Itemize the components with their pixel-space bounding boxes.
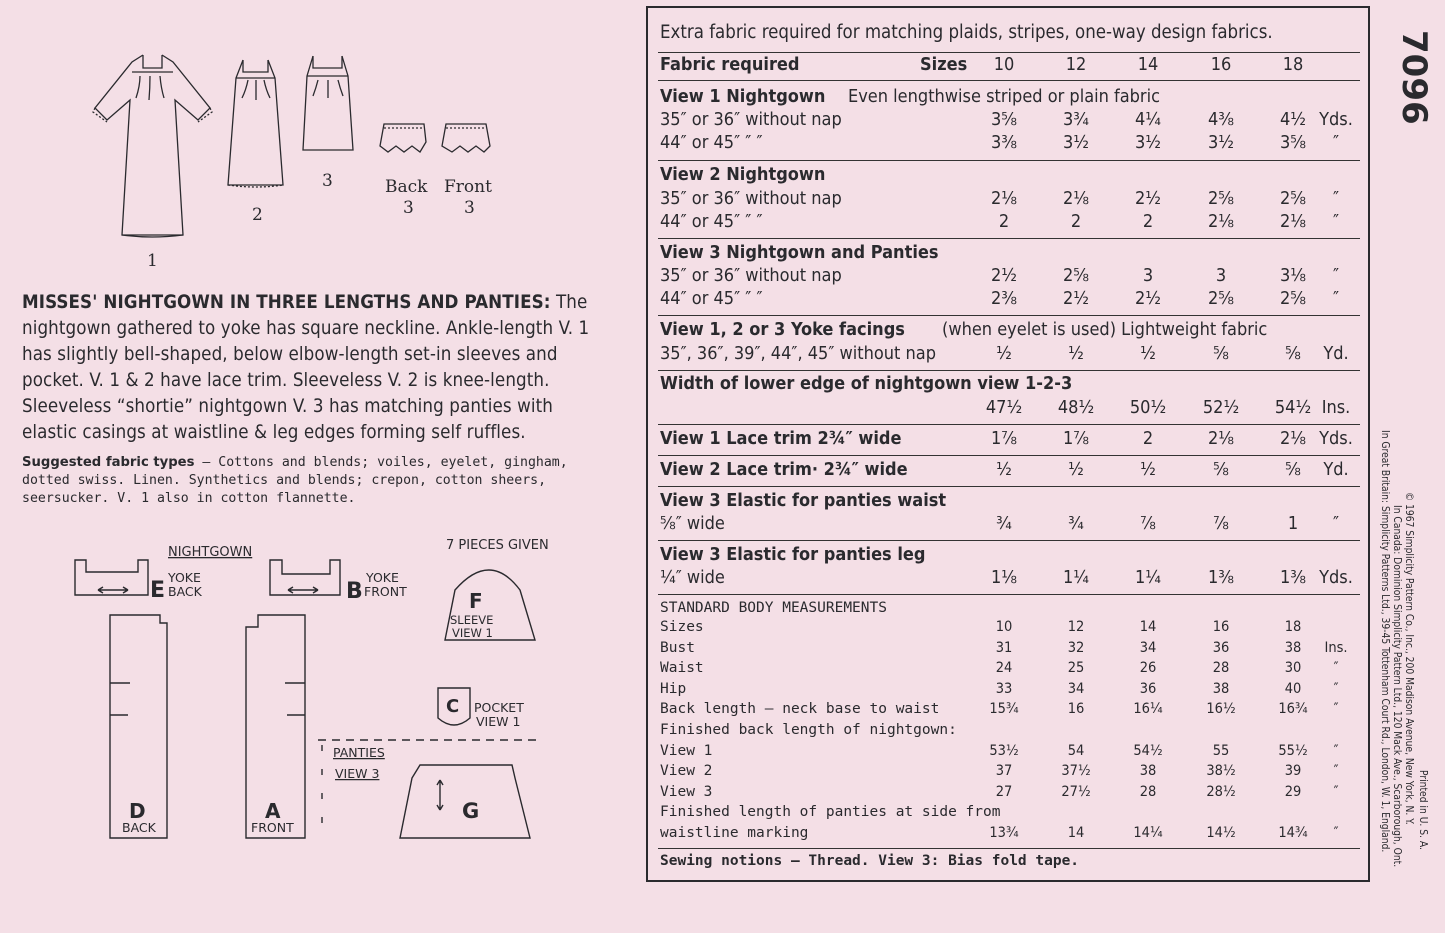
cell-size-12: ½: [1068, 459, 1084, 480]
row-unit: Yd.: [1323, 343, 1349, 364]
piece-f-letter: F: [469, 589, 483, 613]
cell-size-12: 2½: [1063, 288, 1089, 309]
measurement-unit: ″: [1333, 743, 1339, 759]
width-heading: Width of lower edge of nightgown view 1-2-3: [660, 373, 1073, 394]
measurement-value: 40: [1284, 681, 1302, 697]
cell-size-14: 3: [1142, 265, 1154, 286]
cell-size-10: 2½: [991, 265, 1017, 286]
measurement-label: Sizes: [660, 619, 704, 635]
measurement-value: 27½: [1061, 784, 1091, 800]
measurement-label: View 2: [660, 763, 713, 779]
row-unit: ″: [1332, 513, 1340, 534]
measurement-value: 55½: [1278, 743, 1308, 759]
view-2-heading: View 2 Nightgown: [660, 164, 826, 185]
piece-f-label-2: VIEW 1: [452, 626, 493, 640]
measurement-label: Finished back length of nightgown:: [660, 722, 957, 738]
cell-size-10: 1⅛: [991, 567, 1017, 588]
front-view-number: 3: [464, 198, 475, 218]
body-measurements-heading: STANDARD BODY MEASUREMENTS: [660, 600, 887, 616]
measurement-unit: Ins.: [1324, 640, 1348, 656]
suggested-fabric-types: [22, 454, 590, 508]
measurement-value: 39: [1284, 763, 1302, 779]
size-12-header: 12: [1065, 54, 1087, 75]
measurement-value: 14½: [1206, 825, 1236, 841]
size-10-header: 10: [993, 54, 1015, 75]
view-3-heading: View 3 Nightgown and Panties: [660, 242, 939, 263]
cell-size-12: ½: [1068, 343, 1084, 364]
divider: [658, 848, 1360, 849]
measurement-value: 38: [1284, 640, 1302, 656]
cell-size-14: ½: [1140, 343, 1156, 364]
cell-size-14: 2: [1142, 428, 1154, 449]
measurement-label: Hip: [660, 681, 687, 697]
cell-size-14: ½: [1140, 459, 1156, 480]
yardage-chart: [646, 6, 1370, 882]
cell-size-16: 3½: [1208, 132, 1234, 153]
measurement-value: 14¼: [1133, 825, 1163, 841]
view-3-gown-sketch: [303, 56, 353, 150]
cell-size-16: 2⅝: [1208, 188, 1234, 209]
cell-size-18: 3⅝: [1280, 132, 1306, 153]
row-label: 35″ or 36″ without nap: [660, 188, 842, 209]
garment-illustrations: [0, 0, 620, 280]
measurement-value: 27: [995, 784, 1013, 800]
measurement-value: 33: [995, 681, 1013, 697]
measurement-unit: ″: [1333, 701, 1339, 717]
piece-c-letter: C: [446, 696, 460, 717]
measurement-value: 38: [1212, 681, 1230, 697]
measurement-value: 28½: [1206, 784, 1236, 800]
measurement-value: 16: [1212, 619, 1230, 635]
fabric-types-heading: Suggested fabric types: [22, 455, 195, 470]
cell-size-12: 2⅝: [1063, 265, 1089, 286]
cell-size-14: 2½: [1135, 288, 1161, 309]
row-label: View 2 Lace trim· 2¾″ wide: [660, 459, 908, 480]
measurement-value: 14: [1139, 619, 1157, 635]
measurement-value: 13¾: [989, 825, 1019, 841]
row-label: View 1 Lace trim 2¾″ wide: [660, 428, 902, 449]
cell-size-18: 1: [1287, 513, 1299, 534]
description-body: The nightgown gathered to yoke has square neckline. Ankle-length V. 1 has slightly bell-shaped, below elbow-length set-in sleeves and pocket. V. 1 & 2 have lace trim. Sleeveless V. 2 is knee-length. Sleeveless “shortie” nightgown V. 3 has matching panties with elastic casings at waistline & leg edges forming self ruffles.: [22, 292, 590, 443]
row-label: 35″, 36″, 39″, 44″, 45″ without nap: [660, 343, 937, 364]
canada-imprint: In Canada: Dominion Simplicity Pattern Ltd., 120 Mack Ave., Scarborough, Ont.: [1391, 505, 1402, 868]
cell-size-18: 1⅜: [1280, 567, 1306, 588]
row-unit: ″: [1332, 132, 1340, 153]
divider: [658, 370, 1360, 371]
row-label: 35″ or 36″ without nap: [660, 109, 842, 130]
cell-size-16: ⅞: [1213, 513, 1229, 534]
measurement-value: 54: [1067, 743, 1085, 759]
measurement-value: 38: [1139, 763, 1157, 779]
back-label: Back: [385, 177, 428, 197]
piece-a-label: FRONT: [251, 820, 294, 835]
cell-size-18: 2⅛: [1280, 211, 1306, 232]
cell-size-16: ⅝: [1213, 459, 1229, 480]
cell-size-14: 1¼: [1135, 567, 1161, 588]
cell-size-10: 2: [998, 211, 1010, 232]
cell-size-14: 3½: [1135, 132, 1161, 153]
row-label: ⅝″ wide: [660, 513, 725, 534]
divider: [658, 80, 1360, 81]
cell-size-16: 2⅛: [1208, 428, 1234, 449]
back-view-number: 3: [403, 198, 414, 218]
cell-size-12: ¾: [1068, 513, 1084, 534]
measurement-value: 32: [1067, 640, 1085, 656]
panties-front-sketch: [442, 124, 490, 152]
view-2-label: 2: [252, 205, 263, 225]
gb-imprint: In Great Britain: Simplicity Patterns Ltd., 39-45 Tottenham Court Rd., London, W. 1, England.: [1379, 430, 1390, 853]
measurement-label: Finished length of panties at side from: [660, 804, 1001, 820]
measurement-value: 28: [1212, 660, 1230, 676]
nightgown-heading: NIGHTGOWN: [168, 545, 253, 560]
measurement-value: 53½: [989, 743, 1019, 759]
cell-size-18: 2⅝: [1280, 288, 1306, 309]
measurement-value: 24: [995, 660, 1013, 676]
cell-size-18: ⅝: [1285, 343, 1301, 364]
row-unit: ″: [1332, 211, 1340, 232]
measurement-value: 29: [1284, 784, 1302, 800]
measurement-value: 38½: [1206, 763, 1236, 779]
measurement-value: 34: [1139, 640, 1157, 656]
cell-size-16: 52½: [1202, 397, 1240, 418]
measurement-value: 14: [1067, 825, 1085, 841]
measurement-label: View 3: [660, 784, 713, 800]
measurement-value: 10: [995, 619, 1013, 635]
measurement-unit: ″: [1333, 784, 1339, 800]
measurement-unit: ″: [1333, 825, 1339, 841]
view-3-label: 3: [322, 171, 333, 191]
size-16-header: 16: [1210, 54, 1232, 75]
measurement-label: View 1: [660, 743, 713, 759]
cell-size-18: 3⅛: [1280, 265, 1306, 286]
row-unit: Yds.: [1319, 567, 1353, 588]
measurement-value: 16¾: [1278, 701, 1308, 717]
cell-size-18: 54½: [1274, 397, 1312, 418]
measurement-value: 16: [1067, 701, 1085, 717]
measurement-value: 12: [1067, 619, 1085, 635]
piece-g-letter: G: [462, 799, 480, 823]
row-label: 35″ or 36″ without nap: [660, 265, 842, 286]
panties-view-label: VIEW 3: [335, 766, 380, 781]
cell-size-16: 1⅜: [1208, 567, 1234, 588]
cell-size-16: 4⅜: [1208, 109, 1234, 130]
view-1-label: 1: [147, 251, 158, 271]
piece-d-letter: D: [129, 799, 146, 823]
measurement-value: 16½: [1206, 701, 1236, 717]
view-1-subheading: Even lengthwise striped or plain fabric: [848, 86, 1160, 107]
cell-size-14: 2: [1142, 211, 1154, 232]
measurement-value: 34: [1067, 681, 1085, 697]
piece-c-label-1: POCKET: [474, 700, 524, 715]
measurement-value: 37½: [1061, 763, 1091, 779]
measurement-value: 16¼: [1133, 701, 1163, 717]
divider: [658, 594, 1360, 595]
fabric-required-heading: Fabric required: [660, 54, 800, 75]
cell-size-10: ½: [996, 459, 1012, 480]
row-label: ¼″ wide: [660, 567, 725, 588]
panties-heading: PANTIES: [333, 745, 385, 760]
measurement-value: 18: [1284, 619, 1302, 635]
divider: [658, 486, 1360, 487]
cell-size-10: 47½: [985, 397, 1023, 418]
measurement-value: 15¾: [989, 701, 1019, 717]
measurement-label: waistline marking: [660, 825, 809, 841]
row-unit: ″: [1332, 188, 1340, 209]
measurement-unit: ″: [1333, 763, 1339, 779]
cell-size-18: 2⅝: [1280, 188, 1306, 209]
piece-f-label-1: SLEEVE: [450, 613, 494, 627]
cell-size-12: 2⅛: [1063, 188, 1089, 209]
cell-size-12: 3½: [1063, 132, 1089, 153]
measurement-label: Waist: [660, 660, 704, 676]
cell-size-12: 3¾: [1063, 109, 1089, 130]
measurement-value: 26: [1139, 660, 1157, 676]
cell-size-12: 1⅞: [1063, 428, 1089, 449]
piece-c-label-2: VIEW 1: [476, 714, 521, 729]
extra-fabric-note: Extra fabric required for matching plaids, stripes, one-way design fabrics.: [660, 22, 1273, 43]
divider: [658, 540, 1360, 541]
measurement-value: 55: [1212, 743, 1230, 759]
size-18-header: 18: [1282, 54, 1304, 75]
printed-imprint: Printed in U. S. A.: [1417, 770, 1428, 850]
cell-size-14: 2½: [1135, 188, 1161, 209]
cell-size-12: 1¼: [1063, 567, 1089, 588]
measurement-value: 54½: [1133, 743, 1163, 759]
row-unit: ″: [1332, 288, 1340, 309]
cell-size-16: ⅝: [1213, 343, 1229, 364]
pattern-number-area: [1372, 28, 1436, 125]
view-1-gown-sketch: [93, 55, 212, 237]
cell-size-14: 4¼: [1135, 109, 1161, 130]
cell-size-18: 4½: [1280, 109, 1306, 130]
piece-b-label-1: YOKE: [366, 570, 399, 585]
sizes-label: Sizes: [920, 54, 968, 75]
fabric-types-list: — Cottons and blends; voiles, eyelet, gingham, dotted swiss. Linen. Synthetics and blends; crepon, cotton sheers, seersucker. V. 1 also in cotton flannette.: [22, 455, 568, 506]
piece-e-letter: E: [150, 578, 166, 603]
row-label: 44″ or 45″ ″ ″: [660, 288, 763, 309]
piece-e-label-2: BACK: [168, 584, 202, 599]
divider: [658, 160, 1360, 161]
measurement-unit: ″: [1333, 681, 1339, 697]
piece-b-letter: B: [346, 579, 363, 604]
measurement-value: 31: [995, 640, 1013, 656]
measurement-unit: ″: [1333, 660, 1339, 676]
row-unit: Yd.: [1323, 459, 1349, 480]
cell-size-10: ¾: [996, 513, 1012, 534]
measurement-value: 36: [1139, 681, 1157, 697]
row-unit: Yds.: [1319, 109, 1353, 130]
cell-size-10: 2⅜: [991, 288, 1017, 309]
pattern-pieces-diagram: [0, 530, 620, 860]
measurement-value: 25: [1067, 660, 1085, 676]
cell-size-10: 1⅞: [991, 428, 1017, 449]
cell-size-14: 50½: [1129, 397, 1167, 418]
measurement-label: Bust: [660, 640, 695, 656]
row-unit: Yds.: [1319, 428, 1353, 449]
cell-size-10: 2⅛: [991, 188, 1017, 209]
view-1-heading: View 1 Nightgown: [660, 86, 826, 107]
panties-back-sketch: [380, 124, 426, 152]
cell-size-10: 3⅝: [991, 109, 1017, 130]
elastic-waist-heading: View 3 Elastic for panties waist: [660, 490, 947, 511]
cell-size-16: 2⅝: [1208, 288, 1234, 309]
measurement-value: 14¾: [1278, 825, 1308, 841]
cell-size-16: 2⅛: [1208, 211, 1234, 232]
divider: [658, 315, 1360, 316]
cell-size-10: ½: [996, 343, 1012, 364]
cell-size-18: 2⅛: [1280, 428, 1306, 449]
cell-size-18: ⅝: [1285, 459, 1301, 480]
size-14-header: 14: [1137, 54, 1159, 75]
front-label: Front: [444, 177, 492, 197]
cell-size-14: ⅞: [1140, 513, 1156, 534]
cell-size-16: 3: [1215, 265, 1227, 286]
pieces-given-label: 7 PIECES GIVEN: [446, 538, 549, 553]
divider: [658, 238, 1360, 239]
divider: [658, 52, 1360, 53]
pattern-number: 7096: [1394, 30, 1434, 125]
copyright-imprint: © 1967 Simplicity Pattern Co., Inc., 200 Madison Avenue, New York, N. Y.: [1403, 492, 1414, 825]
description-headline: MISSES' NIGHTGOWN IN THREE LENGTHS AND PANTIES:: [22, 292, 551, 313]
row-unit: Ins.: [1321, 397, 1351, 418]
sewing-notions: Sewing notions — Thread. View 3: Bias fold tape.: [660, 853, 1080, 869]
elastic-leg-heading: View 3 Elastic for panties leg: [660, 544, 926, 565]
view-2-gown-sketch: [228, 60, 283, 187]
piece-e-label-1: YOKE: [168, 570, 201, 585]
measurement-value: 30: [1284, 660, 1302, 676]
cell-size-12: 48½: [1057, 397, 1095, 418]
cell-size-12: 2: [1070, 211, 1082, 232]
pattern-description: [22, 290, 590, 446]
divider: [658, 455, 1360, 456]
measurement-value: 36: [1212, 640, 1230, 656]
measurement-value: 37: [995, 763, 1013, 779]
row-unit: ″: [1332, 265, 1340, 286]
piece-b-label-2: FRONT: [364, 584, 407, 599]
yoke-facings-subheading: (when eyelet is used) Lightweight fabric: [942, 319, 1268, 340]
measurement-label: Back length — neck base to waist: [660, 701, 940, 717]
yoke-facings-heading: View 1, 2 or 3 Yoke facings: [660, 319, 905, 340]
piece-a-letter: A: [265, 799, 281, 823]
cell-size-10: 3⅜: [991, 132, 1017, 153]
divider: [658, 424, 1360, 425]
measurement-value: 28: [1139, 784, 1157, 800]
row-label: 44″ or 45″ ″ ″: [660, 211, 763, 232]
row-label: 44″ or 45″ ″ ″: [660, 132, 763, 153]
piece-d-label: BACK: [122, 820, 156, 835]
